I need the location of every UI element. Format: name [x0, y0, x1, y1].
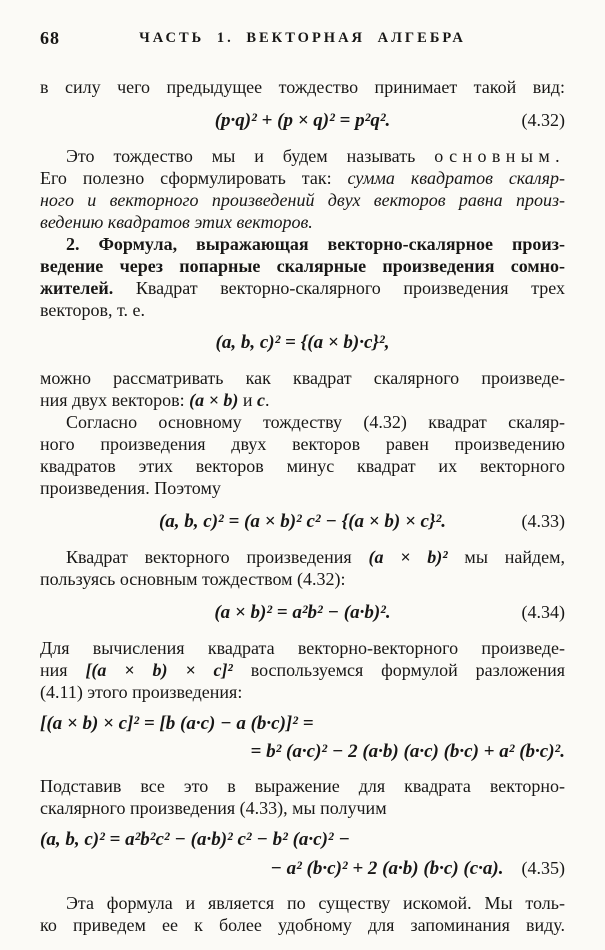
text-line: можно рассматривать как квадрат скалярного произведе-: [40, 368, 565, 388]
formula: (a, b, c)² = {(a × b)·c}²,: [215, 332, 390, 353]
formula-line: [40, 854, 565, 883]
equation-4-32: [40, 107, 565, 134]
text-line: [40, 277, 565, 299]
text-line: [40, 546, 565, 568]
text-line: [40, 167, 565, 189]
text-line: векторов, т. е.: [40, 300, 146, 320]
text-line: Для вычисления квадрата векторно-векторного произведе-: [40, 638, 565, 658]
formula-line: [(a × b) × c]² = [b (a·c) − a (b·c)]² =: [40, 713, 314, 734]
equation-triple-product: [40, 330, 565, 356]
inline-math: (a × b): [189, 390, 239, 410]
running-title: ЧАСТЬ 1. ВЕКТОРНАЯ АЛГЕБРА: [139, 30, 466, 46]
text-line: пользуясь основным тождеством (4.32):: [40, 569, 346, 589]
text-segment: Квадрат векторного произведения: [66, 547, 369, 567]
paragraph: [40, 546, 565, 590]
paragraph: [40, 145, 565, 233]
formula-line: = b² (a·c)² − 2 (a·b) (a·c) (b·c) + a² (b·c)².: [250, 741, 565, 762]
equation-4-33: [40, 508, 565, 535]
text-line: квадратов этих векторов минус квадрат их векторного: [40, 456, 565, 476]
text-line: ведению квадратов этих векторов.: [40, 212, 313, 232]
equation-4-35: [40, 826, 565, 883]
text-segment: Его полезно сформулировать так:: [40, 168, 348, 188]
text-line: Подставив все это в выражение для квадрата векторно-: [40, 776, 565, 796]
equation-number: (4.35): [521, 858, 565, 878]
text-line: [40, 389, 565, 411]
inline-math: [(a × b) × c]²: [85, 660, 233, 680]
equation-expansion: [40, 710, 565, 766]
text-segment: воспользуемся формулой разложения: [232, 660, 565, 680]
text-line: ного произведения двух векторов равен произведению: [40, 434, 565, 454]
paragraph: [40, 892, 565, 936]
text-line: скалярного произведения (4.33), мы получим: [40, 798, 387, 818]
paragraph: [40, 775, 565, 819]
formula-segment: − a² (b·c)² + 2 (a·b) (b·c) (c·a).: [270, 858, 504, 879]
text-line: ного и векторного произведений двух векторов равна произ-: [40, 190, 565, 210]
text-line: ко приведем ее к более удобному для запоминания виду.: [40, 915, 565, 935]
text-line: Эта формула и является по существу искомой. Мы толь-: [66, 893, 565, 913]
text-line: (4.11) этого произведения:: [40, 682, 243, 702]
formula-line: (a, b, c)² = a²b²c² − (a·b)² c² − b² (a·c)² −: [40, 829, 350, 850]
equation-4-34: [40, 599, 565, 626]
text-line: [40, 145, 565, 167]
paragraph: [40, 367, 565, 411]
page-number: 68: [40, 28, 60, 48]
text-segment: и: [238, 390, 257, 410]
italic-segment: сумма квадратов скаляр-: [347, 168, 565, 188]
inline-math: (a × b)²: [368, 547, 448, 567]
text-segment: ния двух векторов:: [40, 390, 190, 410]
equation-number: (4.32): [521, 110, 565, 130]
text-segment: ния: [40, 660, 86, 680]
formula: (a, b, c)² = (a × b)² c² − {(a × b) × c}².: [158, 511, 447, 532]
text-line: ведение через попарные скалярные произведения сомно-: [40, 256, 565, 276]
text-line: [40, 659, 565, 681]
section-heading-paragraph: [40, 233, 565, 321]
bold-segment: жителей.: [40, 278, 114, 298]
paragraph: [40, 411, 565, 499]
text-line: Согласно основному тождеству (4.32) квадрат скаляр-: [66, 412, 565, 432]
emphasized-spaced-word: основным.: [434, 146, 566, 166]
formula: (p·q)² + (p × q)² = p²q².: [214, 110, 391, 131]
text-segment: Квадрат векторно-скалярного произведения трех: [135, 278, 565, 298]
equation-number: (4.33): [521, 511, 565, 531]
paragraph: [40, 637, 565, 703]
text-line: 2. Формула, выражающая векторно-скалярное произ-: [66, 234, 565, 254]
page-body: [40, 76, 565, 936]
page-header: [40, 28, 565, 48]
inline-math: c: [257, 390, 265, 410]
formula: (a × b)² = a²b² − (a·b)².: [214, 602, 391, 623]
text-line: в силу чего предыдущее тождество принимает такой вид:: [40, 77, 565, 97]
text-segment: мы найдем,: [447, 547, 565, 567]
text-segment: .: [265, 390, 270, 410]
equation-number: (4.34): [521, 602, 565, 622]
text-segment: Это тождество мы и будем называть: [66, 146, 416, 166]
text-line: произведения. Поэтому: [40, 478, 221, 498]
